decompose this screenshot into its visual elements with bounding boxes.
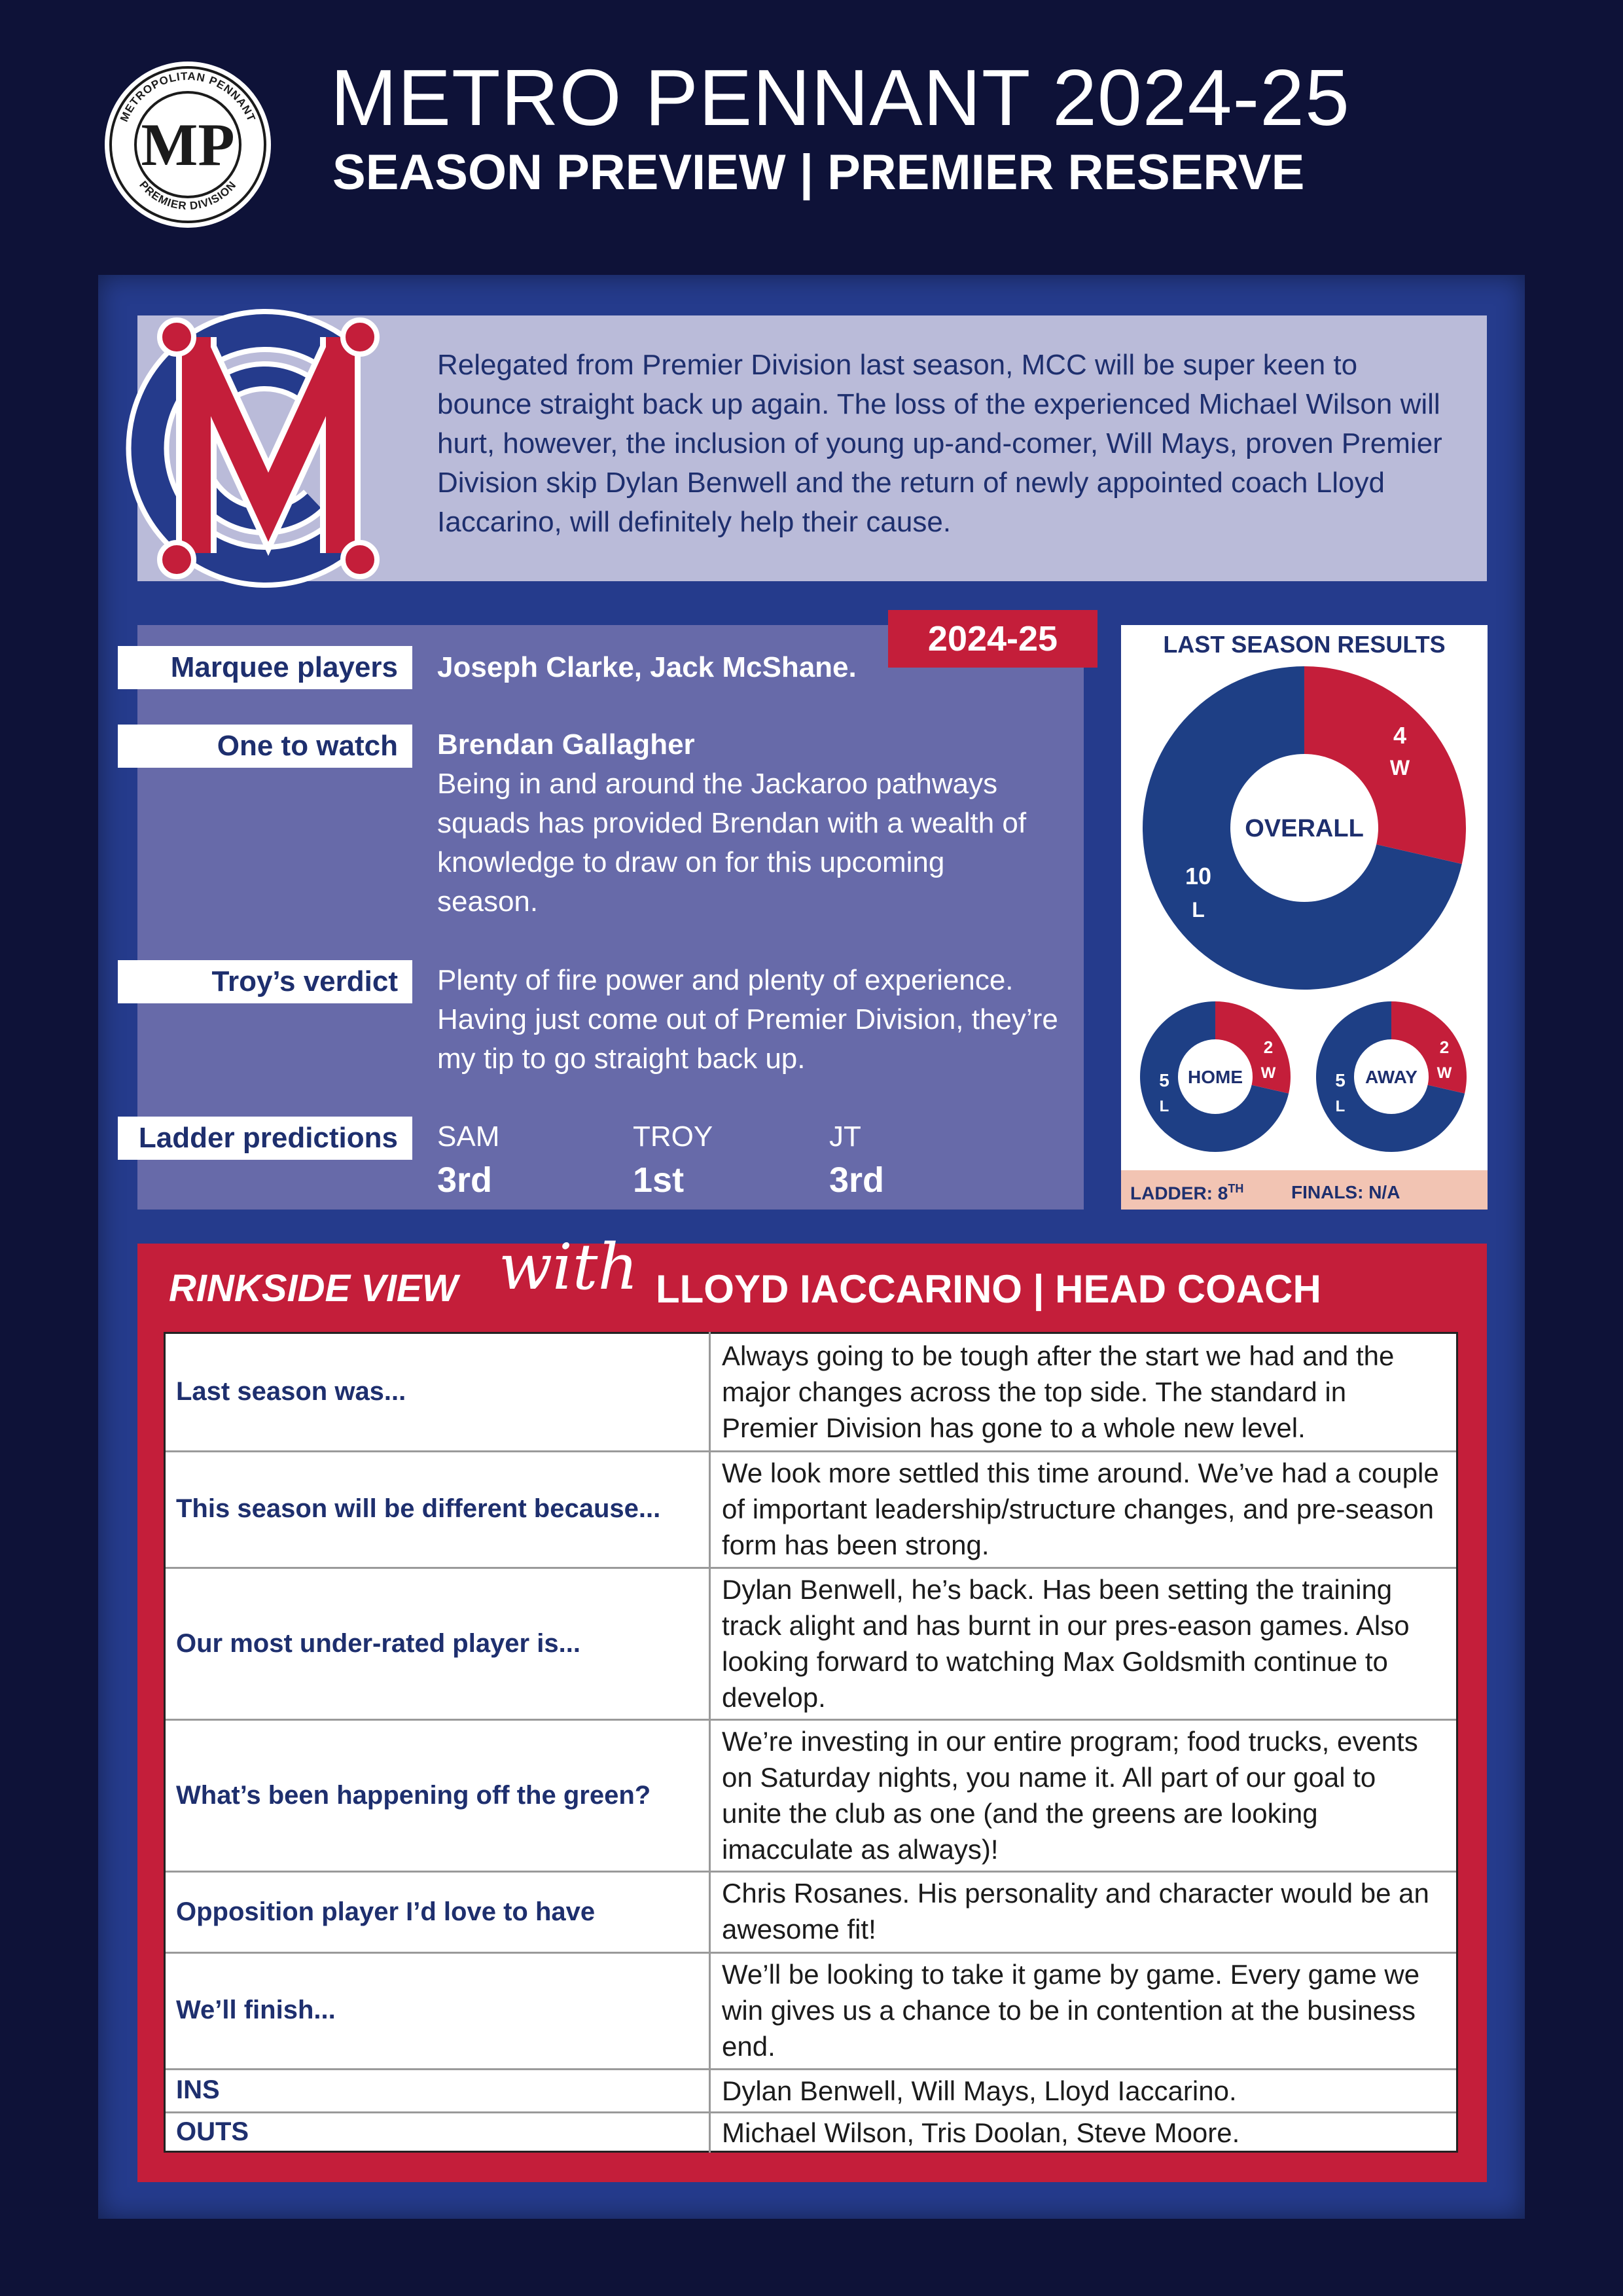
overall-wins: 4: [1393, 722, 1407, 749]
home-label: HOME: [1188, 1067, 1243, 1087]
rinkside-title: RINKSIDE VIEW: [169, 1267, 458, 1310]
page-subtitle: SEASON PREVIEW | PREMIER RESERVE: [332, 145, 1305, 200]
rinkside-coach: LLOYD IACCARINO | HEAD COACH: [656, 1267, 1321, 1311]
finals-result: FINALS: N/A: [1291, 1182, 1400, 1202]
prediction-value-sam: 3rd: [437, 1160, 493, 1200]
answer: We’re investing in our entire program; food trucks, events on Saturday nights, you name it. All part of our goal to unite the club as one (and the greens are looking imacculate as always)!: [722, 1726, 1418, 1865]
table-row: [166, 1952, 1456, 2068]
overall-w-label: W: [1389, 756, 1410, 780]
answer: Dylan Benwell, Will Mays, Lloyd Iaccarino.: [722, 2075, 1237, 2106]
answer: We look more settled this time around. We’ve had a couple of important leadership/structure changes, and pre-season form has been strong.: [722, 1458, 1439, 1560]
home-l-label: L: [1159, 1098, 1169, 1115]
overall-label: OVERALL: [1245, 815, 1364, 842]
prediction-value-jt: 3rd: [829, 1160, 885, 1200]
results-donuts: [1121, 625, 1488, 1210]
prediction-name-jt: JT: [829, 1121, 861, 1153]
table-row: [166, 1871, 1456, 1952]
away-w-label: W: [1436, 1064, 1452, 1082]
question: OUTS: [176, 2117, 249, 2146]
home-w-label: W: [1260, 1064, 1276, 1082]
watch-name: Brendan Gallagher: [437, 728, 695, 761]
season-tag: 2024-25: [888, 610, 1097, 668]
question: INS: [176, 2075, 220, 2104]
ladder-label: Ladder predictions: [118, 1117, 412, 1160]
verdict-text: Plenty of fire power and plenty of experience. Having just come out of Premier Division, they’re my tip to go straight back up.: [437, 964, 1058, 1075]
question: Our most under-rated player is...: [176, 1629, 580, 1658]
away-wins: 2: [1439, 1037, 1450, 1057]
intro-text: Relegated from Premier Division last season, MCC will be super keen to bounce straight back up again. The loss of the experienced Michael Wilson will hurt, however, the inclusion of young up-and-comer, Will Mays, proven Premier Division skip Dylan Benwell and the return of newly appointed coach Lloyd Iaccarino, will definitely help their cause.: [437, 349, 1442, 538]
marquee-label: Marquee players: [118, 646, 412, 689]
ladder-position-text: LADDER: 8: [1130, 1183, 1228, 1204]
qa-table: [164, 1332, 1458, 2153]
rinkside-with: with: [499, 1230, 639, 1304]
ladder-position: [1130, 1182, 1243, 1204]
answer: Chris Rosanes. His personality and character would be an awesome fit!: [722, 1878, 1429, 1945]
page-title: METRO PENNANT 2024-25: [330, 53, 1350, 142]
table-row: [166, 1567, 1456, 1719]
home-losses: 5: [1159, 1070, 1169, 1090]
away-label: AWAY: [1365, 1067, 1418, 1087]
logo-ring-bottom: PREMIER DIVISION: [137, 178, 239, 213]
table-row: [166, 1334, 1456, 1450]
metro-pennant-logo: [103, 60, 272, 229]
table-row: [166, 2111, 1456, 2153]
away-l-label: L: [1335, 1098, 1346, 1115]
question: We’ll finish...: [176, 1996, 336, 2024]
marquee-value: Joseph Clarke, Jack McShane.: [437, 651, 857, 683]
away-losses: 5: [1335, 1070, 1346, 1090]
answer: Dylan Benwell, he’s back. Has been setting the training track alight and has burnt in our pres-eason games. Also looking forward to watching Max Goldsmith continue to develop.: [722, 1574, 1410, 1713]
ladder-position-suffix: TH: [1228, 1182, 1244, 1195]
table-row: [166, 1450, 1456, 1567]
question: Last season was...: [176, 1377, 406, 1406]
watch-text: Being in and around the Jackaroo pathways squads has provided Brendan with a wealth of knowledge to draw on for this upcoming season.: [437, 768, 1027, 918]
answer: Michael Wilson, Tris Doolan, Steve Moore.: [722, 2117, 1240, 2148]
logo-ring-top: METROPOLITAN PENNANT: [117, 69, 259, 124]
answer: We’ll be looking to take it game by game. Every game we win gives us a chance to be in contention at the business end.: [722, 1959, 1420, 2062]
question: This season will be different because...: [176, 1494, 661, 1523]
home-wins: 2: [1263, 1037, 1274, 1057]
prediction-name-sam: SAM: [437, 1121, 500, 1153]
table-row: [166, 1719, 1456, 1871]
table-row: [166, 2068, 1456, 2111]
answer: Always going to be tough after the start we had and the major changes across the top side. The standard in Premier Division has gone to a whole new level.: [722, 1340, 1395, 1443]
results-title: LAST SEASON RESULTS: [1163, 631, 1446, 658]
prediction-name-troy: TROY: [633, 1121, 713, 1153]
question: What’s been happening off the green?: [176, 1781, 651, 1810]
question: Opposition player I’d love to have: [176, 1897, 596, 1926]
overall-l-label: L: [1192, 898, 1205, 922]
overall-losses: 10: [1185, 863, 1212, 889]
watch-label: One to watch: [118, 725, 412, 768]
prediction-value-troy: 1st: [633, 1160, 685, 1200]
table-column-divider: [709, 1332, 711, 2153]
verdict-label: Troy’s verdict: [118, 960, 412, 1003]
logo-letters: MP: [141, 111, 235, 178]
mcc-club-logo: [98, 291, 412, 605]
